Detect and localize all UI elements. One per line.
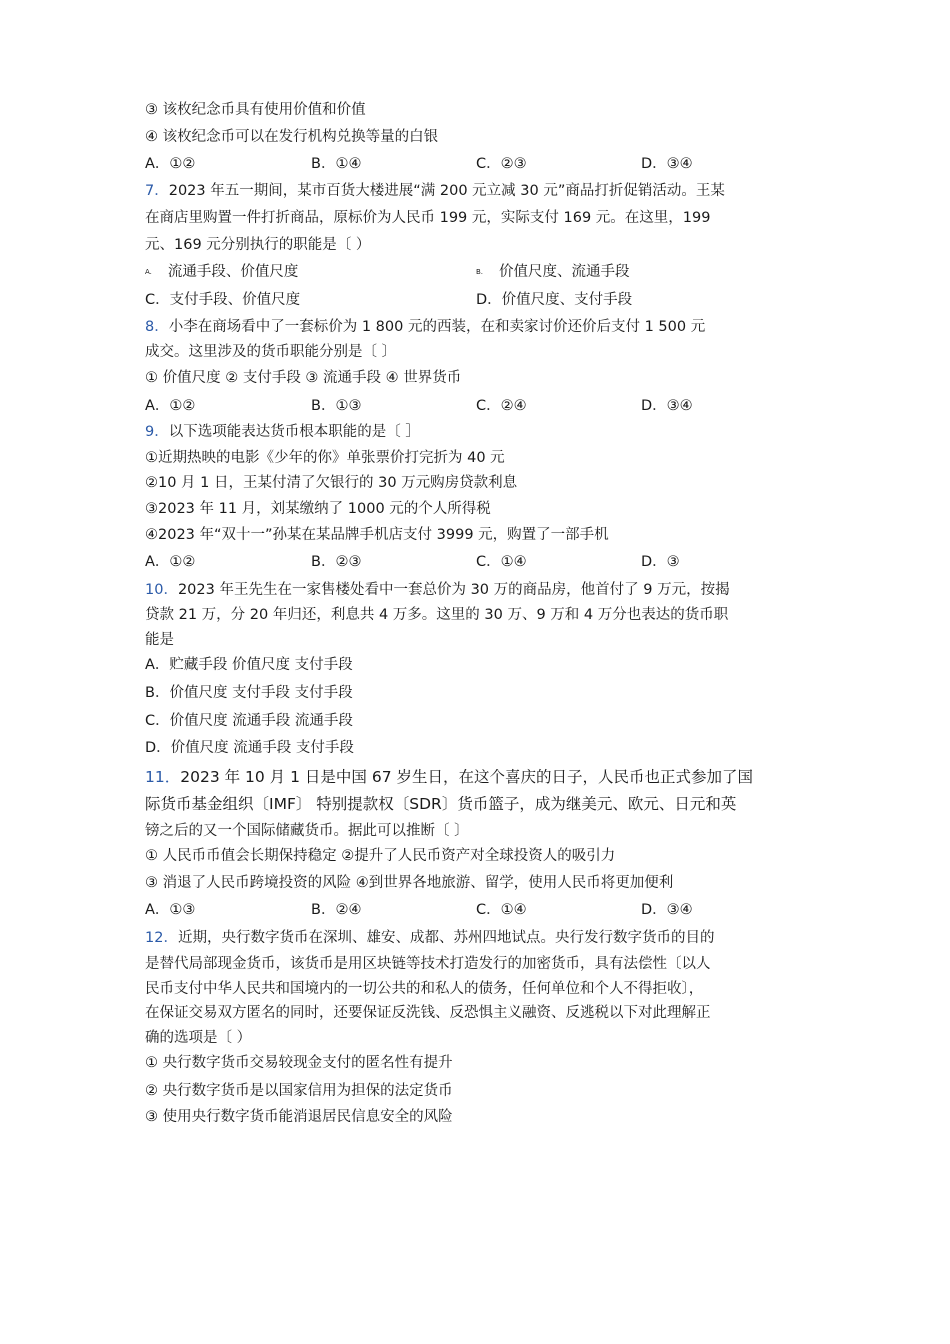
- q11-option-d: D．③④: [641, 902, 693, 918]
- q9-item-1: ①近期热映的电影《少年的你》单张票价打完折为 40 元: [145, 450, 505, 466]
- q11-stem-line-3: 镑之后的又一个国际储藏货币。据此可以推断〔 〕: [145, 823, 469, 839]
- q9-item-2: ②10 月 1 日，王某付清了欠银行的 30 万元购房贷款利息: [145, 475, 518, 491]
- q11-items-line-2: ③ 消退了人民币跨境投资的风险 ④到世界各地旅游、留学，使用人民币将更加便利: [145, 875, 674, 891]
- q9-item-4: ④2023 年“双十一”孙某在某品牌手机店支付 3999 元，购置了一部手机: [145, 527, 609, 543]
- q10-stem-line-2: 贷款 21 万，分 20 年归还，利息共 4 万多。这里的 30 万、9 万和 4 万分也表达的货币职: [145, 607, 729, 623]
- q7-option-d: D．价值尺度、支付手段: [476, 292, 633, 308]
- q8-option-c: C．②④: [476, 398, 527, 414]
- q10-stem-line-3: 能是: [145, 632, 174, 648]
- q12-stem-line-3: 民币支付中华人民共和国境内的一切公共的和私人的债务，任何单位和个人不得拒收〕，: [145, 981, 704, 997]
- q10-number: 10．: [145, 582, 178, 598]
- q6-item-3: ③ 该枚纪念币具有使用价值和价值: [145, 102, 366, 118]
- q9-number: 9．: [145, 424, 169, 440]
- q7-number: 7．: [145, 183, 169, 199]
- q8-stem-line-1: 8．小李在商场看中了一套标价为 1 800 元的西装，在和卖家讨价还价后支付 1 500 元: [145, 319, 706, 335]
- q12-stem-line-4: 在保证交易双方匿名的同时，还要保证反洗钱、反恐惧主义融资、反逃税以下对此理解正: [145, 1005, 711, 1021]
- q6-option-b: B．①④: [311, 156, 362, 172]
- q8-option-b: B．①③: [311, 398, 362, 414]
- q11-option-b: B．②④: [311, 902, 362, 918]
- q6-option-c: C．②③: [476, 156, 527, 172]
- q7-stem-line-2: 在商店里购置一件打折商品，原标价为人民币 199 元，实际支付 169 元。在这里，199: [145, 210, 711, 226]
- q10-stem-line-1: 10．2023 年王先生在一家售楼处看中一套总价为 30 万的商品房，他首付了 9 万元，按揭: [145, 582, 730, 598]
- q7-stem-line-3: 元、169 元分别执行的职能是〔 ）: [145, 237, 371, 253]
- q6-option-d: D．③④: [641, 156, 693, 172]
- q12-stem-line-5: 确的选项是〔 ）: [145, 1030, 252, 1046]
- q12-number: 12．: [145, 930, 178, 946]
- q11-option-c: C．①④: [476, 902, 527, 918]
- q10-option-b: B．价值尺度 支付手段 支付手段: [145, 685, 353, 701]
- q8-number: 8．: [145, 319, 169, 335]
- q8-option-a: A．①②: [145, 398, 196, 414]
- q7-option-b: $^{B.}$ 价值尺度、流通手段: [476, 264, 630, 280]
- q11-stem-line-1: 11．2023 年 10 月 1 日是中国 67 岁生日，在这个喜庆的日子，人民币也正式参加了国: [145, 768, 753, 786]
- q9-option-d: D．③: [641, 554, 680, 570]
- q12-stem-line-1: 12．近期，央行数字货币在深圳、雄安、成都、苏州四地试点。央行发行数字货币的目的: [145, 930, 715, 946]
- q8-stem-line-2: 成交。这里涉及的货币职能分别是〔 〕: [145, 344, 397, 360]
- q11-stem-line-2: 际货币基金组织〔IMF〕 特别提款权〔SDR〕货币篮子，成为继美元、欧元、日元和英: [145, 795, 737, 813]
- q10-option-a: A．贮藏手段 价值尺度 支付手段: [145, 657, 353, 673]
- q10-option-d: D．价值尺度 流通手段 支付手段: [145, 740, 354, 756]
- q7-option-a: $^{A.}$ 流通手段、价值尺度: [145, 264, 299, 280]
- q11-number: 11．: [145, 768, 181, 786]
- q6-item-4: ④ 该枚纪念币可以在发行机构兑换等量的白银: [145, 129, 439, 145]
- q7-option-c: C．支付手段、价值尺度: [145, 292, 301, 308]
- q11-option-a: A．①③: [145, 902, 196, 918]
- q12-item-1: ① 央行数字货币交易较现金支付的匿名性有提升: [145, 1055, 453, 1071]
- q9-stem: 9．以下选项能表达货币根本职能的是〔 ］: [145, 424, 420, 440]
- q9-item-3: ③2023 年 11 月，刘某缴纳了 1000 元的个人所得税: [145, 501, 491, 517]
- q12-stem-line-2: 是替代局部现金货币，该货币是用区块链等技术打造发行的加密货币，具有法偿性〔以人: [145, 956, 711, 972]
- q6-option-a: A．①②: [145, 156, 196, 172]
- q11-items-line-1: ① 人民币币值会长期保持稳定 ②提升了人民币资产对全球投资人的吸引力: [145, 848, 616, 864]
- q8-option-d: D．③④: [641, 398, 693, 414]
- q10-option-c: C．价值尺度 流通手段 流通手段: [145, 713, 353, 729]
- q12-item-3: ③ 使用央行数字货币能消退居民信息安全的风险: [145, 1109, 453, 1125]
- q8-items: ① 价值尺度 ② 支付手段 ③ 流通手段 ④ 世界货币: [145, 370, 462, 386]
- q9-option-b: B．②③: [311, 554, 362, 570]
- q12-item-2: ② 央行数字货币是以国家信用为担保的法定货币: [145, 1083, 453, 1099]
- q9-option-c: C．①④: [476, 554, 527, 570]
- q9-option-a: A．①②: [145, 554, 196, 570]
- q7-stem-line-1: 7．2023 年五一期间，某市百货大楼进展“满 200 元立减 30 元”商品打折促销活动。王某: [145, 183, 725, 199]
